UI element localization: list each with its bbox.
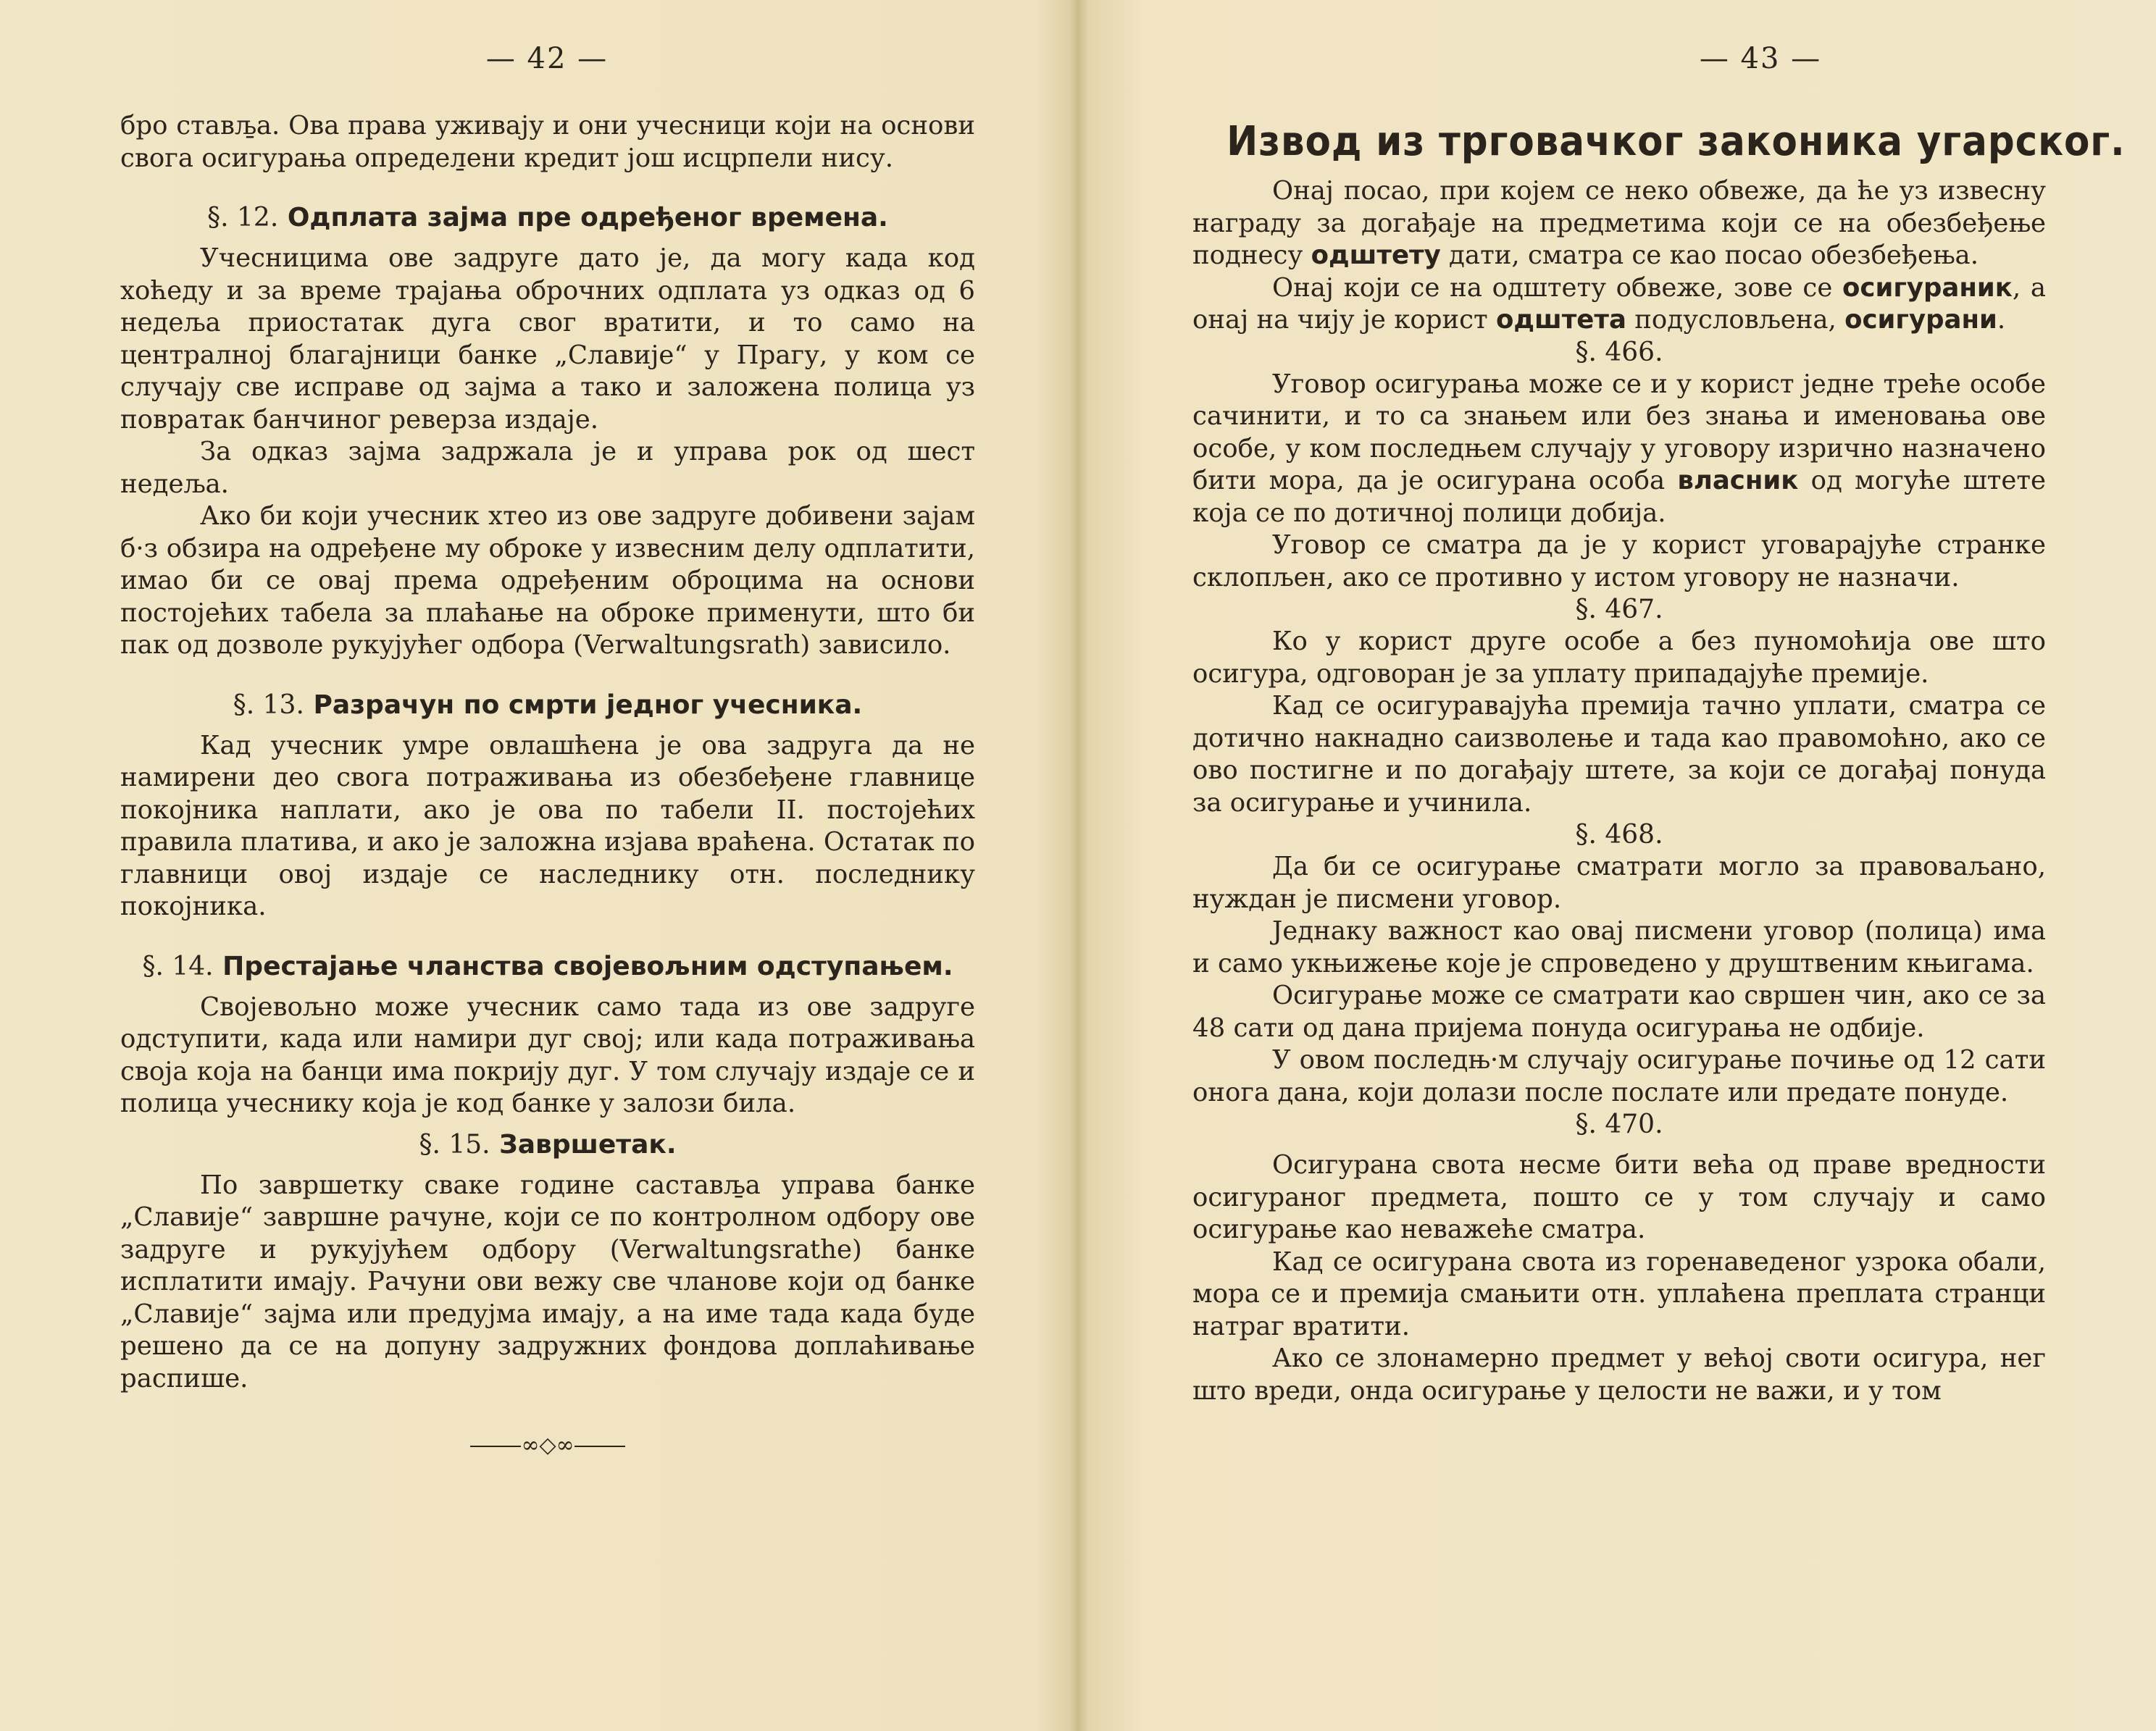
paragraph: Да би се осигурање сматрати могло за правоваљано, нуждан је писмени уговор.	[1192, 852, 2046, 914]
right-page	[1079, 0, 2156, 1731]
page-title: Извод из трговачког законика угарског.	[1227, 118, 2126, 165]
paragraph: Учесницима ове задруге дато је, да могу када код хоћеду и за време трајања оброчних одплата уз одказ од 6 недеља приостатак дуга свог вратити, и то само на централној благајници банке „Славије“ у Прагу, у ком се случају све исправе од зајма а тако и заложена полица уз повратак банчиног реверза издаје.	[120, 243, 975, 435]
keyword: одштета	[1495, 305, 1626, 335]
section-title: Разрачун по смрти једног учесника.	[313, 690, 863, 720]
section-heading-12	[120, 202, 975, 234]
paragraph: Уговор се сматра да је у корист уговарајуће странке склопљен, ако се противно у истом уговору не назначи.	[1192, 530, 2046, 592]
paragraph: Осигурање може се сматрати као свршен чин, ако се за 48 сати од дана пријема понуда осигурања не одбије.	[1192, 981, 2046, 1043]
paragraph: Онај посао, при којем се неко обвеже, да ће уз извесну награду за догађаје на предметима који се на обезбеђење поднесу одштету дати, сматра се као посао обезбеђења.	[1192, 176, 2046, 270]
paragraph: Својевољно може учесник само тада из ове задруге одступити, када или намири дуг свој; или када потраживања своја која на банци има покрију дуг. У том случају издаје се и полица учеснику која је код банке у залози била.	[120, 992, 975, 1118]
paragraph: За одказ зајма задржала је и управа рок од шест недеља.	[120, 437, 975, 499]
paragraph: бро стављ̱а. Ова права уживају и они учесници који на основи свога осигурања определ̱ени кредит још исцрпели нису.	[120, 111, 975, 173]
paragraph: Кад учесник умре овлашћена је ова задруга да не намирени део свога потраживања из обезбеђене главнице покојника наплати, ако је ова по табели II. постојећих правила платива, и ако је заложна изјава враћена. Остатак по главници овој издаје се наследнику отн. последнику покојника.	[120, 730, 975, 921]
paragraph: Једнаку важност као овај писмени уговор (полица) има и само укњижење које је спроведено у друштвеним књигама.	[1192, 916, 2046, 978]
paragraph: Онај који се на одштету обвеже, зове се осигураник, а онај на чију је корист одштета подусловљена, осигурани.	[1192, 272, 2046, 335]
keyword: осигурани	[1844, 305, 1997, 335]
paragraph: Ако би који учесник хтео из ове задруге добивени зајам б·з обзира на одређене му оброке у извесним делу одплатити, имао би се овај према одређеним оброцима на основи постојећих табела за плаћање на оброке применути, што би пак од дозволе рукујућег одбора (Verwaltungsrath) зависило.	[120, 501, 975, 660]
section-title: Престајање чланства својевољним одступањем.	[222, 951, 953, 981]
section-heading-466: §. 466.	[1575, 337, 1663, 367]
page-number: — 42 —	[485, 42, 609, 75]
paragraph: Ко у корист друге особе а без пуномоћија ове што осигура, одговоран је за уплату припадајуће премије.	[1192, 626, 2046, 689]
section-number: §. 12.	[207, 203, 279, 232]
section-number: §. 13.	[233, 690, 304, 720]
page-number: — 43 —	[1699, 42, 1822, 75]
paragraph: По завршетку сваке године састављ̱а управа банке „Славије“ завршне рачуне, који се по контролном одбору ове задруге и рукујућем одбору (Verwaltungsrathe) банке исплатити имају. Рачуни ови вежу све чланове који од банке „Славије“ зајма или предујма имају, а на име тада када буде решено да се на допуну задружних фондова доплаћивање распише.	[120, 1170, 975, 1393]
keyword: власник	[1677, 466, 1799, 495]
left-text-column	[120, 110, 975, 1458]
section-heading-15	[120, 1129, 975, 1161]
section-heading-470: §. 470.	[1575, 1110, 1663, 1139]
section-title: Завршетак.	[499, 1129, 677, 1160]
keyword: осигураник	[1842, 272, 2013, 303]
paragraph: Уговор осигурања може се и у корист једне треће особе сачинити, и то са знањем или без знања и именовања ове особе, у ком последњем случају у уговору изрично назначено бити мора, да је осигурана особа власник од могуће штете која се по дотичној полици добија.	[1192, 369, 2046, 528]
paragraph: Кад се осигурана свота из горенаведеног узрока обали, мора се и премија смањити отн. уплаћена преплата странци натраг вратити.	[1192, 1246, 2046, 1341]
right-text-column	[1192, 116, 2126, 1407]
section-number: §. 15.	[419, 1129, 490, 1160]
ornament-divider	[120, 1433, 975, 1458]
section-heading-468: §. 468.	[1575, 820, 1663, 850]
ornament-glyph: ∞◇∞	[521, 1433, 574, 1458]
section-heading-467: §. 467.	[1575, 595, 1663, 624]
paragraph: Кад се осигуравајућа премија тачно уплати, сматра се дотично накнадно саизволење и тада као правомоћно, ако се ово постигне и по догађају штете, за који се догађај понуда за осигурање и учинила.	[1192, 691, 2046, 818]
paragraph: У овом последњ·м случају осигурање почиње од 12 сати онога дана, који долази после послате или предате понуде.	[1192, 1045, 2046, 1107]
keyword: одштету	[1311, 240, 1441, 270]
paragraph: Ако се злонамерно предмет у већој своти осигура, нег што вреди, онда осигурање у целости не важи, и у том	[1192, 1344, 2046, 1406]
section-number: §. 14.	[142, 951, 214, 981]
section-heading-13	[120, 690, 975, 721]
section-title: Одплата зајма пре одређеног времена.	[287, 203, 888, 232]
section-heading-14	[120, 951, 975, 983]
paragraph: Осигурана свота несме бити већа од праве вредности осигураног предмета, пошто се у том случају и само осигурање као неважеће сматра.	[1192, 1150, 2046, 1244]
